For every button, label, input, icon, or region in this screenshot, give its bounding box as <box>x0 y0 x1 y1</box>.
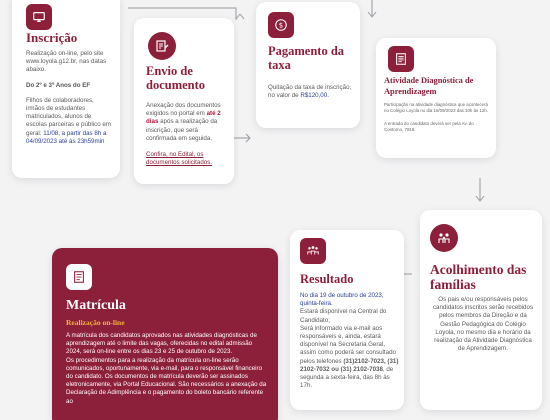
step-resultado-card <box>290 230 404 410</box>
resultado-text-3: , de segunda a sexta-feira, das 8h às 17h. <box>300 365 394 390</box>
pagamento-title: Pagamento da taxa <box>268 44 345 72</box>
documents-link[interactable]: Confira, no Edital, os documentos solicitados. <box>146 151 213 167</box>
matricula-subtitle: Realização on-line <box>66 318 125 327</box>
inscricao-years: Do 2º e 3º Anos do EF <box>26 81 91 89</box>
edit-document-icon <box>148 32 176 60</box>
computer-icon <box>26 4 52 30</box>
matricula-title: Matrícula <box>66 298 126 313</box>
svg-text:$: $ <box>278 21 284 30</box>
atividade-title: Atividade Diagnóstica de Aprendizagem <box>384 76 474 96</box>
inscricao-dates: 11/08, a partir das 8h a 04/09/2023 até às 23h59min <box>26 129 107 145</box>
matricula-text-1: A matrícula dos candidatos aprovados nas atividades diagnósticas de aprendizagem até o limite das vagas, oferecidas no edital admissão 2024, será on-line entre os dias 23 e 25 de outubro de 2023. <box>66 332 257 356</box>
document-icon <box>388 46 414 72</box>
resultado-date: No dia 19 de outubro de 2023, quinta-feira. <box>300 292 384 308</box>
step-pagamento-card <box>256 2 360 128</box>
acolhimento-text: Os pais e/ou responsáveis pelos candidatos inscritos serão recebidos pelos membros da Direção e da Gestão Pedagógica do Colégio Loyola, no mesmo dia e horário da realização da Atividade Diagnóstica de Aprendizagem. <box>432 296 534 353</box>
envio-text-after: após a realização da inscrição, que será confirmada em seguida. <box>146 118 218 142</box>
step-acolhimento-card <box>420 210 542 410</box>
step-atividade-card <box>376 38 496 158</box>
group-icon <box>300 238 326 264</box>
envio-deadline: até 2 dias <box>146 110 221 126</box>
pagamento-value: R$120,00. <box>300 92 329 100</box>
family-icon <box>430 224 458 252</box>
matricula-text-2: Os procedimentos para a realização da matrícula on-line serão comunicados, oportunamente, via e-mail, para o responsável financeiro do candidato. Os documentos de matrícula deverão ser assinados eletronicamente, via Portal Educacional. São necessários a anexação da Declaração de Adimplência e o pagamento do boleto bancário referente ao <box>66 356 267 405</box>
dollar-icon <box>268 12 294 38</box>
step-inscricao-card <box>12 0 120 178</box>
inscricao-title: Inscrição <box>26 30 78 45</box>
pagamento-text: Quitação da taxa de inscrição, no valor de <box>268 84 352 100</box>
resultado-text-2: Será informado via e-mail aos responsáveis e, ainda, estará disponível na Secretaria Geral, assim como poderá ser consultado pelos telefones <box>300 324 396 365</box>
checklist-icon <box>66 264 92 290</box>
resultado-phones: (31)2102-7023, (31) 2102-7032 ou (31) 2102-7038 <box>300 357 399 373</box>
envio-text: Anexação dos documentos exigidos no portal em <box>146 102 221 118</box>
resultado-title: Resultado <box>300 272 354 286</box>
resultado-text-1: Estará disponível na Central do Candidato; <box>300 308 387 324</box>
atividade-text-2: A entrada do candidato deverá ser pela Av. do Contorno, 7919. <box>384 121 474 132</box>
step-envio-card <box>134 18 234 184</box>
atividade-text-1: Participação na atividade diagnóstica que acontecerá no Colégio Loyola no dia 16/09/2023 das 10h às 12h. <box>384 102 488 113</box>
inscricao-intro: Realização on-line, pelo site www.loyola.g12.br, nas datas abaixo. <box>26 50 107 74</box>
envio-title: Envio de documento <box>146 64 206 92</box>
inscricao-audience: Filhos de colaboradores, irmãos de estudantes matriculados, alunos de escolas parceiras e público em geral: <box>26 96 111 137</box>
acolhimento-title: Acolhimento das famílias <box>430 262 527 292</box>
step-matricula-card <box>52 248 278 420</box>
